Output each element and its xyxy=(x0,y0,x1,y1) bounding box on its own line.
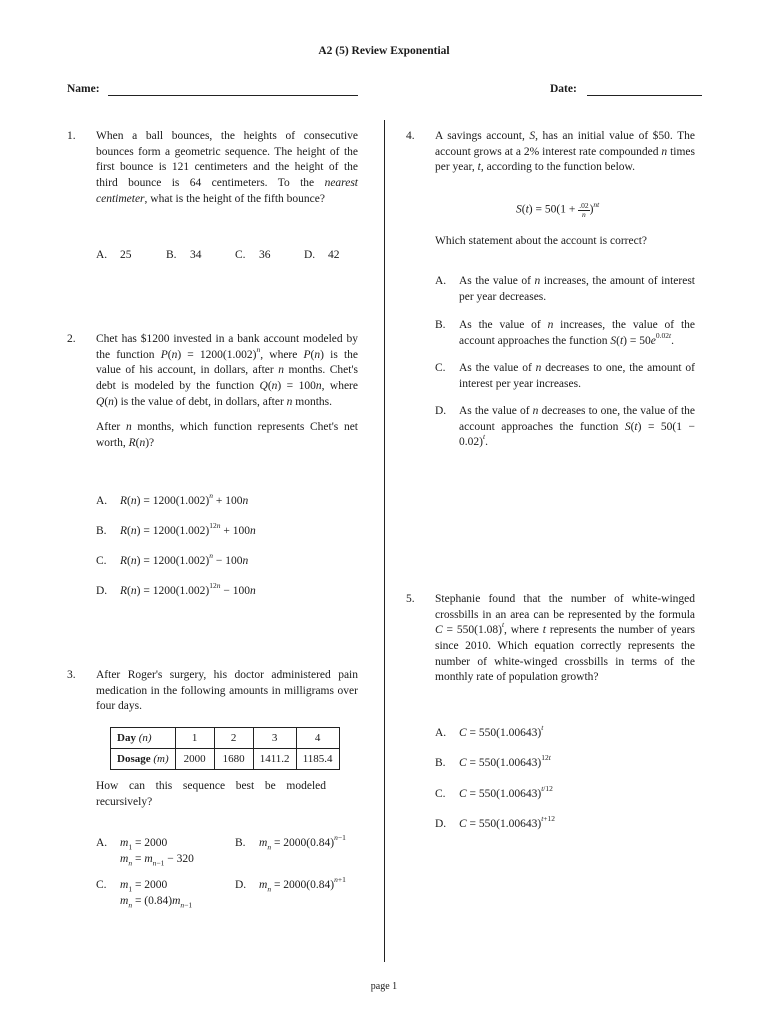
q3-text: After Roger's surgery, his doctor administered pain medication in the following amounts in milligrams over four days. xyxy=(96,669,358,713)
q4-option-a[interactable]: A. xyxy=(435,275,447,287)
table-cell: 1 xyxy=(175,728,214,749)
dosage-label: Dosage (m) xyxy=(111,749,176,770)
q5-option-b[interactable]: B. $C = 550(1.00643)^{12t}$ xyxy=(435,753,551,769)
table-cell: 3 xyxy=(253,728,296,749)
page-number: page 1 xyxy=(370,981,398,992)
q3-option-c[interactable]: C. $m_1 = 2000$ $m_n = (0.84)m_{n-1}$ xyxy=(96,879,193,909)
q3-number: 3. xyxy=(67,669,76,681)
q2-number: 2. xyxy=(67,333,76,345)
day-label: Day (n) xyxy=(111,728,176,749)
q1-option-b[interactable]: B. 34 xyxy=(166,249,202,261)
q5-number: 5. xyxy=(406,593,415,605)
date-label: Date: xyxy=(550,83,577,95)
name-field[interactable] xyxy=(108,95,358,96)
q2-text: Chet has $1200 invested in a bank account modeled by the function $P(n) = 1200(1.002)^n$, where P(n) is the value of his account, in dollars, after n months. Chet's debt is modeled by the function Q(n) = 100n, where Q(n) is the value of debt, in dollars, after n months. After n months, which function represents Chet's net worth, R(n)? xyxy=(96,333,359,449)
table-cell: 4 xyxy=(296,728,339,749)
q3-question: How can this sequence best be modeled recursively? xyxy=(96,780,326,808)
name-label: Name: xyxy=(67,83,100,95)
q2-option-a[interactable]: A. $R(n) = 1200(1.002)^n + 100n$ xyxy=(96,491,249,507)
q4-option-d[interactable]: D. xyxy=(435,405,447,417)
q3-option-b[interactable]: B. $m_n = 2000(0.84)^{n-1}$ xyxy=(235,833,346,852)
q4-option-d-text: As the value of n decreases to one, the value of the account approaches the function $S(t) = 50(1 - 0.02)^t$. xyxy=(459,405,695,449)
q4-formula: S(t) = 50(1 + $\frac{.02}{n}$ )$^{nt}$ xyxy=(516,199,600,219)
q4-option-a-text: As the value of n increases, the amount of interest per year decreases. xyxy=(459,275,695,303)
q1-text: When a ball bounces, the heights of consecutive bounces form a geometric sequence. The height of the first bounce is 121 centimeters and the height of the third bounce is 64 centimeters. To the nearest centimeter, what is the height of the fifth bounce? xyxy=(96,130,358,205)
q2-option-d[interactable]: D. $R(n) = 1200(1.002)^{12n} - 100n$ xyxy=(96,581,256,597)
q1-option-d[interactable]: D. 42 xyxy=(304,249,340,261)
q1-option-c[interactable]: C. 36 xyxy=(235,249,271,261)
q2-option-c[interactable]: C. $R(n) = 1200(1.002)^n - 100n$ xyxy=(96,551,249,567)
q4-number: 4. xyxy=(406,130,415,142)
q5-option-c[interactable]: C. $C = 550(1.00643)^{t/12}$ xyxy=(435,784,553,800)
q4-option-c-text: As the value of n decreases to one, the amount of interest per year increases. xyxy=(459,362,695,390)
q4-question: Which statement about the account is correct? xyxy=(435,235,648,247)
table-row xyxy=(111,728,340,749)
dosage-table xyxy=(110,727,340,770)
q1-number: 1. xyxy=(67,130,76,142)
q4-option-b-text: As the value of n increases, the value of the account approaches the function $S(t) = 50e^{0.02t}$. xyxy=(459,319,695,347)
q4-text: A savings account, S, has an initial value of $50. The account grows at a 2% interest rate compounded n times per year, t, according to the function below. xyxy=(435,130,695,174)
q5-text: Stephanie found that the number of white-winged crossbills in an area can be represented by the formula $C = 550(1.08)^t$, where t represents the number of years since 2010. Which equation correctly represents the number of white-winged crossbills in terms of the monthly rate of population growth? xyxy=(435,593,696,684)
q2-option-b[interactable]: B. $R(n) = 1200(1.002)^{12n} + 100n$ xyxy=(96,521,256,537)
q5-option-a[interactable]: A. $C = 550(1.00643)^t$ xyxy=(435,723,544,739)
q5-option-d[interactable]: D. $C = 550(1.00643)^{t+12}$ xyxy=(435,814,556,830)
q3-option-a[interactable]: A. $m_1 = 2000$ $m_n = m_{n-1} - 320$ xyxy=(96,837,194,867)
table-cell: 1411.2 xyxy=(253,749,296,770)
column-divider xyxy=(384,120,385,962)
page-title: A2 (5) Review Exponential xyxy=(318,45,450,57)
q4-option-c[interactable]: C. xyxy=(435,362,446,374)
table-cell: 1680 xyxy=(214,749,253,770)
q3-option-d[interactable]: D. $m_n = 2000(0.84)^{n+1}$ xyxy=(235,875,346,894)
table-row xyxy=(111,749,340,770)
table-cell: 2000 xyxy=(175,749,214,770)
date-field[interactable] xyxy=(587,95,702,96)
q1-option-a[interactable]: A. 25 xyxy=(96,249,132,261)
table-cell: 1185.4 xyxy=(296,749,339,770)
table-cell: 2 xyxy=(214,728,253,749)
q4-option-b[interactable]: B. xyxy=(435,319,446,331)
